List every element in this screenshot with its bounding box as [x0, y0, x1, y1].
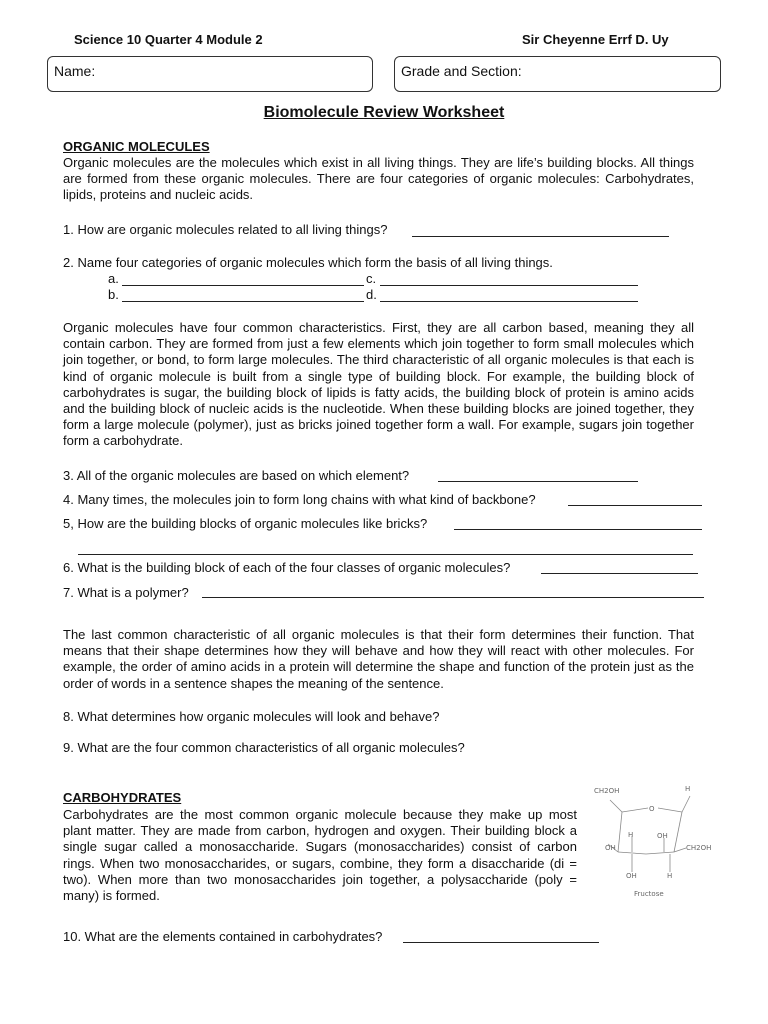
answer-line-3[interactable] [438, 481, 638, 482]
fig-oh-mid: OH [657, 832, 668, 840]
form-function-paragraph: The last common characteristic of all organic molecules is that their form determines their function. That means that their shape determines how they will behave and how they will react with other molecules. For example, the order of amino acids in a protein will determine the shape and function of the protein just as the order of words in a sentence shapes the meaning of the sentence. [63, 627, 694, 691]
answer-line-2a[interactable] [122, 285, 364, 286]
page-title [0, 104, 768, 122]
answer-line-2d[interactable] [380, 301, 638, 302]
fig-h-bottom: H [667, 872, 673, 880]
q2-label-c: c. [366, 271, 377, 286]
module-title: Science 10 Quarter 4 Module 2 [74, 32, 263, 47]
question-3: 3. All of the organic molecules are based on which element? [63, 468, 410, 483]
answer-line-10[interactable] [403, 942, 599, 943]
answer-line-2b[interactable] [122, 301, 364, 302]
question-7: 7. What is a polymer? [63, 585, 189, 600]
fig-ch2oh-top: CH2OH [594, 787, 620, 795]
grade-section-field[interactable] [394, 56, 721, 92]
fig-oh-bottom: OH [626, 872, 637, 880]
answer-line-4[interactable] [568, 505, 702, 506]
fig-h-top: H [685, 785, 691, 793]
answer-line-5[interactable] [454, 529, 702, 530]
carbohydrates-heading: CARBOHYDRATES [63, 790, 182, 805]
page-title-text: Biomolecule Review Worksheet [263, 104, 505, 121]
q2-label-a: a. [108, 271, 119, 286]
question-6: 6. What is the building block of each of the four classes of organic molecules? [63, 560, 511, 575]
grade-section-label: Grade and Section: [401, 63, 522, 79]
answer-line-6[interactable] [541, 573, 698, 574]
fig-o: O [649, 805, 655, 813]
question-1: 1. How are organic molecules related to all living things? [63, 222, 388, 237]
name-label: Name: [54, 63, 96, 79]
question-8: 8. What determines how organic molecules will look and behave? [63, 709, 440, 724]
fig-caption: Fructose [634, 890, 664, 898]
question-4: 4. Many times, the molecules join to form long chains with what kind of backbone? [63, 492, 536, 507]
answer-line-1[interactable] [412, 236, 669, 237]
characteristics-paragraph: Organic molecules have four common characteristics. First, they are all carbon based, meaning they all contain carbon. They are formed from just a few elements which join together to form small molecules which join together, or bond, to form large molecules. The third characteristic of all organic molecules is that each is kind of organic molecule is built from a single type of building block. For example, the building block of carbohydrates is sugar, the building block of lipids is fatty acids, the building block of protein is amino acids and the building block of nucleic acids is the nucleotide. When these building blocks are joined together, they form a large molecule (polymer), just as bricks joined together form a wall. For example, sugars join together form a carbohydrate. [63, 320, 694, 449]
organic-intro: Organic molecules are the molecules which exist in all living things. They are life’s building blocks. All things are formed from these organic molecules. There are four categories of organic molecules: Carbohydrates, lipids, proteins and nucleic acids. [63, 155, 694, 203]
q2-label-d: d. [366, 287, 377, 302]
answer-line-7[interactable] [202, 597, 704, 598]
question-2: 2. Name four categories of organic molecules which form the basis of all living things. [63, 255, 553, 270]
fig-oh-left: OH [605, 844, 616, 852]
question-9: 9. What are the four common characteristics of all organic molecules? [63, 740, 465, 755]
organic-heading: ORGANIC MOLECULES [63, 139, 210, 154]
fructose-diagram [590, 778, 720, 903]
answer-line-5b[interactable] [78, 554, 693, 555]
question-10: 10. What are the elements contained in carbohydrates? [63, 929, 383, 944]
fig-ch2oh-right: CH2OH [686, 844, 712, 852]
fig-h-mid: H [628, 831, 634, 839]
carbohydrates-paragraph: Carbohydrates are the most common organic molecule because they make up most plant matter. They are made from carbon, hydrogen and oxygen. Their building block a single sugar called a monosaccharide. Sugars (monosaccharides) consist of carbon rings. When two monosaccharides, or sugars, combine, they form a disaccharide (di = two). When more than two monosaccharides join together, a polysaccharide (poly = many) is formed. [63, 807, 577, 904]
question-5: 5, How are the building blocks of organic molecules like bricks? [63, 516, 428, 531]
answer-line-2c[interactable] [380, 285, 638, 286]
name-field[interactable] [47, 56, 373, 92]
q2-label-b: b. [108, 287, 119, 302]
teacher-name: Sir Cheyenne Errf D. Uy [522, 32, 669, 47]
